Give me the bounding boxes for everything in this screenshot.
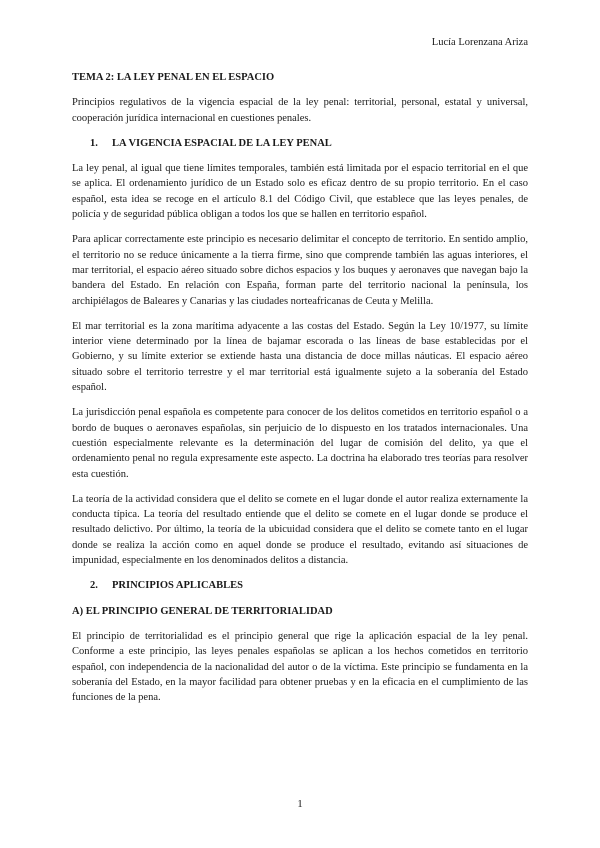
paragraph: Para aplicar correctamente este principio es necesario delimitar el concepto de territorio. En sentido amplio, el territorio no se reduce únicamente a la tierra firme, sino que comprende también las aguas interiores, el mar territorial, el espacio aéreo situado sobre dichos espacios y los buques y aeronaves que navegan bajo la bandera del Estado. En relación con España, forman parte del territorio nacional la península, los archipiélagos de Baleares y Canarias y las ciudades norteafricanas de Ceuta y Melilla. [72, 234, 528, 307]
section-1-heading [72, 136, 528, 151]
paragraph: La ley penal, al igual que tiene límites temporales, también está limitada por el espacio territorial en el que se aplica. El ordenamiento jurídico de un Estado solo es eficaz dentro de su propio territorio. En el caso español, esta idea se recoge en el artículo 8.1 del Código Civil, que establece que las leyes penales, de policía y de seguridad pública obligan a todos los que se hallen en territorio español. [72, 163, 528, 221]
document-title: TEMA 2: LA LEY PENAL EN EL ESPACIO [72, 72, 275, 83]
subsection-a-heading: A) EL PRINCIPIO GENERAL DE TERRITORIALIDAD [72, 605, 333, 617]
paragraph: El principio de territorialidad es el principio general que rige la aplicación espacial de la ley penal. Conforme a este principio, las leyes penales españolas se aplican a los hechos cometidos en territorio español, con independencia de la nacionalidad del autor o de la víctima. Este principio se fundamenta en la soberanía del Estado, en la mayor facilidad para obtener pruebas y en la eficacia en el cumplimiento de las funciones de la pena. [72, 630, 528, 704]
paragraph: La jurisdicción penal española es competente para conocer de los delitos cometidos en territorio español o a bordo de buques o aeronaves españolas, sin perjuicio de lo dispuesto en los tratados internacionales. Una cuestión especialmente relevante es la determinación del lugar de comisión del delito, ya que el ordenamiento penal no regula expresamente este aspecto. La doctrina ha elaborado tres teorías para resolver esta cuestión. [72, 407, 528, 480]
document-body [72, 70, 528, 715]
paragraph: El mar territorial es la zona marítima adyacente a las costas del Estado. Según la Ley 10/1977, su límite interior viene determinado por la línea de bajamar escorada o las líneas de base establecidas por el Gobierno, y su límite exterior se extiende hasta una distancia de doce millas náuticas. El espacio aéreo situado sobre el territorio terrestre y el mar territorial está igualmente sujeto a la soberanía del Estado español. [72, 320, 528, 394]
section-1-number: 1. [90, 137, 98, 149]
section-1-title: LA VIGENCIA ESPACIAL DE LA LEY PENAL [112, 137, 332, 149]
section-2-heading [72, 578, 528, 593]
author-name: Lucía Lorenzana Ariza [431, 37, 528, 48]
paragraph: La teoría de la actividad considera que el delito se comete en el lugar donde el autor realiza externamente la conducta típica. La teoría del resultado entiende que el delito se comete en el lugar donde se produce el resultado delictivo. Por último, la teoría de la ubicuidad considera que el delito se comete tanto en el lugar donde se realiza la acción como en aquel donde se produce el resultado, evitando así situaciones de impunidad, especialmente en los denominados delitos a distancia. [72, 493, 528, 567]
section-2-number: 2. [90, 580, 98, 592]
document-subtitle: Principios regulativos de la vigencia espacial de la ley penal: territorial, personal, estatal y universal, cooperación jurídica internacional en cuestiones penales. [72, 97, 528, 124]
section-2-title: PRINCIPIOS APLICABLES [112, 580, 243, 592]
page-number: 1 [297, 798, 303, 810]
